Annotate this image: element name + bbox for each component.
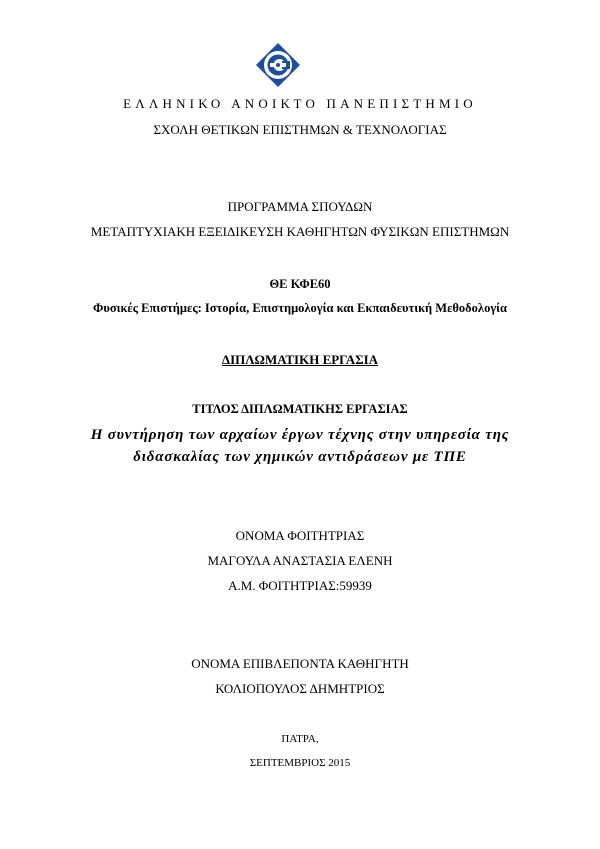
supervisor-label: ΟΝΟΜΑ ΕΠΙΒΛΕΠΟΝΤΑ ΚΑΘΗΓΗΤΗ [191,656,409,671]
thesis-title-label: ΤΙΤΛΟΣ ΔΙΠΛΩΜΑΤΙΚΗΣ ΕΡΓΑΣΙΑΣ [192,402,408,416]
university-name: ΕΛΛΗΝΙΚΟ ΑΝΟΙΚΤΟ ΠΑΝΕΠΙΣΤΗΜΙΟ [123,96,477,111]
school-name: ΣΧΟΛΗ ΘΕΤΙΚΩΝ ΕΠΙΣΤΗΜΩΝ & ΤΕΧΝΟΛΟΓΙΑΣ [153,122,447,137]
supervisor-name: ΚΟΛΙΟΠΟΥΛΟΣ ΔΗΜΗΤΡΙΟΣ [215,681,385,696]
module-code: ΘΕ ΚΦΕ60 [269,277,331,291]
thesis-heading: ΔΙΠΛΩΜΑΤΙΚΗ ΕΡΓΑΣΙΑ [221,352,379,367]
thesis-title-line-1: Η συντήρηση των αρχαίων έργων τέχνης στην υπηρεσία της [90,427,510,443]
student-id: Α.Μ. ΦΟΙΤΗΤΡΙΑΣ:59939 [228,578,372,593]
program-label: ΠΡΟΓΡΑΜΜΑ ΣΠΟΥΔΩΝ [227,199,373,214]
student-name: ΜΑΓΟΥΛΑ ΑΝΑΣΤΑΣΙΑ ΕΛΕΝΗ [207,553,393,568]
city: ΠΑΤΡΑ, [281,733,319,745]
university-seal-icon [255,42,301,88]
thesis-title-line-2: διδασκαλίας των χημικών αντιδράσεων με ΤΠΕ [133,449,467,465]
module-name: Φυσικές Επιστήμες: Ιστορία, Επιστημολογία και Εκπαιδευτική Μεθοδολογία [92,301,508,315]
student-label: ΟΝΟΜΑ ΦΟΙΤΗΤΡΙΑΣ [235,528,365,543]
date: ΣΕΠΤΕΜΒΡΙΟΣ 2015 [249,757,351,769]
program-name: ΜΕΤΑΠΤΥΧΙΑΚΗ ΕΞΕΙΔΙΚΕΥΣΗ ΚΑΘΗΓΗΤΩΝ ΦΥΣΙΚΩΝ ΕΠΙΣΤΗΜΩΝ [90,224,510,239]
